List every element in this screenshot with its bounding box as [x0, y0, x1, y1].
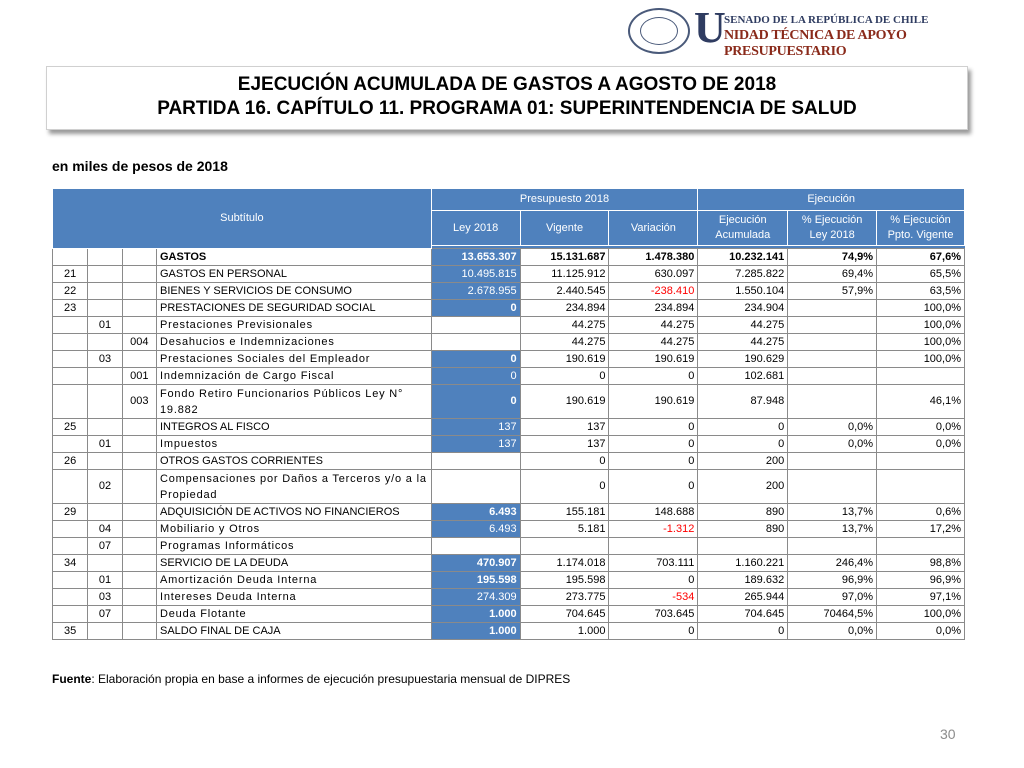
table-row	[53, 606, 965, 623]
vigente-cell: 190.619	[520, 385, 609, 419]
item-cell: 03	[88, 589, 122, 606]
name-cell: Desahucios e Indemnizaciones	[157, 334, 432, 351]
ejecucion-cell: 44.275	[698, 317, 788, 334]
asig-cell	[122, 266, 156, 283]
pct-vigente-cell: 0,0%	[877, 436, 965, 453]
ejecucion-cell: 0	[698, 623, 788, 640]
sub-cell	[53, 538, 88, 555]
variacion-cell: -238.410	[609, 283, 698, 300]
variacion-cell	[609, 538, 698, 555]
ejecucion-cell: 890	[698, 504, 788, 521]
asig-cell	[122, 555, 156, 572]
ley-cell: 1.000	[431, 623, 520, 640]
variacion-cell: 0	[609, 368, 698, 385]
sub-cell	[53, 368, 88, 385]
pct-ley-cell: 57,9%	[788, 283, 877, 300]
table-row	[53, 368, 965, 385]
item-cell	[88, 283, 122, 300]
name-cell: INTEGROS AL FISCO	[157, 419, 432, 436]
ejecucion-cell	[698, 538, 788, 555]
item-cell	[88, 266, 122, 283]
vigente-cell: 234.894	[520, 300, 609, 317]
pct-ley-cell: 96,9%	[788, 572, 877, 589]
ley-cell	[431, 317, 520, 334]
ejecucion-cell: 0	[698, 419, 788, 436]
vigente-cell: 0	[520, 453, 609, 470]
header-unit-name: NIDAD TÉCNICA DE APOYO PRESUPUESTARIO	[724, 28, 907, 59]
ley-cell	[431, 470, 520, 504]
pct-ley-cell	[788, 317, 877, 334]
sub-cell	[53, 436, 88, 453]
pct-vigente-cell: 0,0%	[877, 419, 965, 436]
vigente-cell: 0	[520, 368, 609, 385]
vigente-cell: 0	[520, 470, 609, 504]
header-logo-letter: U	[694, 3, 726, 52]
name-cell: GASTOS EN PERSONAL	[157, 266, 432, 283]
ejecucion-cell: 200	[698, 470, 788, 504]
ley-cell: 0	[431, 351, 520, 368]
ejecucion-cell: 102.681	[698, 368, 788, 385]
sub-cell: 22	[53, 283, 88, 300]
ley-cell	[431, 334, 520, 351]
item-cell	[88, 249, 122, 266]
item-cell: 04	[88, 521, 122, 538]
ejecucion-cell: 1.550.104	[698, 283, 788, 300]
pct-vigente-cell: 65,5%	[877, 266, 965, 283]
item-cell: 01	[88, 436, 122, 453]
ley-cell: 13.653.307	[431, 249, 520, 266]
pct-vigente-cell: 63,5%	[877, 283, 965, 300]
item-cell	[88, 368, 122, 385]
pct-ley-cell: 0,0%	[788, 623, 877, 640]
vigente-cell: 704.645	[520, 606, 609, 623]
pct-vigente-cell: 96,9%	[877, 572, 965, 589]
ejecucion-cell: 265.944	[698, 589, 788, 606]
name-cell: Indemnización de Cargo Fiscal	[157, 368, 432, 385]
asig-cell	[122, 300, 156, 317]
sub-cell	[53, 589, 88, 606]
variacion-cell: 44.275	[609, 317, 698, 334]
item-cell	[88, 300, 122, 317]
table-row	[53, 555, 965, 572]
asig-cell: 004	[122, 334, 156, 351]
sub-cell: 34	[53, 555, 88, 572]
ley-cell: 137	[431, 419, 520, 436]
pct-vigente-cell: 100,0%	[877, 300, 965, 317]
table-row	[53, 266, 965, 283]
pct-ley-cell: 13,7%	[788, 521, 877, 538]
ley-cell: 195.598	[431, 572, 520, 589]
asig-cell	[122, 623, 156, 640]
table-row	[53, 300, 965, 317]
asig-cell	[122, 453, 156, 470]
name-cell: ADQUISICIÓN DE ACTIVOS NO FINANCIEROS	[157, 504, 432, 521]
item-cell: 01	[88, 317, 122, 334]
variacion-cell: 1.478.380	[609, 249, 698, 266]
ley-cell: 0	[431, 368, 520, 385]
pct-ley-cell	[788, 300, 877, 317]
sub-cell: 25	[53, 419, 88, 436]
header-subtitulo: Subtítulo	[53, 189, 432, 249]
vigente-cell: 273.775	[520, 589, 609, 606]
vigente-cell: 1.000	[520, 623, 609, 640]
item-cell	[88, 334, 122, 351]
ejecucion-cell: 200	[698, 453, 788, 470]
pct-vigente-cell: 100,0%	[877, 317, 965, 334]
pct-ley-cell	[788, 470, 877, 504]
item-cell: 07	[88, 538, 122, 555]
pct-ley-cell	[788, 334, 877, 351]
pct-vigente-cell: 100,0%	[877, 351, 965, 368]
name-cell: OTROS GASTOS CORRIENTES	[157, 453, 432, 470]
variacion-cell: 0	[609, 623, 698, 640]
pct-ley-cell	[788, 368, 877, 385]
sub-cell	[53, 351, 88, 368]
asig-cell	[122, 538, 156, 555]
title-box	[46, 66, 968, 130]
name-cell: Fondo Retiro Funcionarios Públicos Ley N° 19.882	[157, 385, 432, 419]
pct-vigente-cell: 100,0%	[877, 334, 965, 351]
vigente-cell: 11.125.912	[520, 266, 609, 283]
name-cell: SALDO FINAL DE CAJA	[157, 623, 432, 640]
header-variacion: Variación	[609, 211, 698, 246]
table-row	[53, 470, 965, 504]
pct-vigente-cell: 17,2%	[877, 521, 965, 538]
variacion-cell: 44.275	[609, 334, 698, 351]
asig-cell	[122, 317, 156, 334]
pct-vigente-cell: 0,0%	[877, 623, 965, 640]
vigente-cell: 190.619	[520, 351, 609, 368]
ejecucion-cell: 87.948	[698, 385, 788, 419]
pct-ley-cell	[788, 351, 877, 368]
table-row	[53, 623, 965, 640]
ejecucion-cell: 890	[698, 521, 788, 538]
item-cell: 03	[88, 351, 122, 368]
header-ejecucion: Ejecución	[698, 189, 965, 211]
variacion-cell: 0	[609, 436, 698, 453]
asig-cell: 003	[122, 385, 156, 419]
ejecucion-cell: 704.645	[698, 606, 788, 623]
table-row	[53, 385, 965, 419]
vigente-cell: 15.131.687	[520, 249, 609, 266]
item-cell: 07	[88, 606, 122, 623]
table-row	[53, 419, 965, 436]
ejecucion-cell: 7.285.822	[698, 266, 788, 283]
asig-cell	[122, 572, 156, 589]
variacion-cell: 190.619	[609, 351, 698, 368]
pct-ley-cell	[788, 385, 877, 419]
name-cell: PRESTACIONES DE SEGURIDAD SOCIAL	[157, 300, 432, 317]
sub-cell: 23	[53, 300, 88, 317]
asig-cell	[122, 419, 156, 436]
pct-ley-cell: 70464,5%	[788, 606, 877, 623]
item-cell	[88, 555, 122, 572]
sub-cell: 26	[53, 453, 88, 470]
pct-vigente-cell: 98,8%	[877, 555, 965, 572]
name-cell: Amortización Deuda Interna	[157, 572, 432, 589]
sub-cell	[53, 606, 88, 623]
pct-vigente-cell: 97,1%	[877, 589, 965, 606]
pct-vigente-cell: 46,1%	[877, 385, 965, 419]
pct-ley-cell: 13,7%	[788, 504, 877, 521]
name-cell: Programas Informáticos	[157, 538, 432, 555]
ejecucion-cell: 234.904	[698, 300, 788, 317]
ley-cell: 274.309	[431, 589, 520, 606]
vigente-cell: 1.174.018	[520, 555, 609, 572]
header-pct-vigente: % Ejecución Ppto. Vigente	[877, 211, 965, 246]
table-row	[53, 317, 965, 334]
pct-ley-cell: 0,0%	[788, 436, 877, 453]
title-line-2: PARTIDA 16. CAPÍTULO 11. PROGRAMA 01: SUPERINTENDENCIA DE SALUD	[157, 98, 857, 119]
variacion-cell: 234.894	[609, 300, 698, 317]
header-presupuesto: Presupuesto 2018	[431, 189, 698, 211]
sub-cell: 29	[53, 504, 88, 521]
ejecucion-cell: 0	[698, 436, 788, 453]
pct-vigente-cell	[877, 538, 965, 555]
vigente-cell: 137	[520, 436, 609, 453]
asig-cell	[122, 436, 156, 453]
sub-cell	[53, 572, 88, 589]
vigente-cell	[520, 538, 609, 555]
vigente-cell: 44.275	[520, 334, 609, 351]
item-cell	[88, 504, 122, 521]
pct-ley-cell: 0,0%	[788, 419, 877, 436]
asig-cell	[122, 249, 156, 266]
sub-cell	[53, 521, 88, 538]
pct-vigente-cell	[877, 453, 965, 470]
pct-ley-cell	[788, 453, 877, 470]
variacion-cell: 0	[609, 470, 698, 504]
sub-cell	[53, 470, 88, 504]
asig-cell: 001	[122, 368, 156, 385]
table-row	[53, 521, 965, 538]
source-note: Fuente: Elaboración propia en base a informes de ejecución presupuestaria mensual de DIPRES	[52, 672, 571, 686]
ley-cell: 10.495.815	[431, 266, 520, 283]
variacion-cell: -1.312	[609, 521, 698, 538]
ley-cell: 1.000	[431, 606, 520, 623]
variacion-cell: 630.097	[609, 266, 698, 283]
header-senate-name: SENADO DE LA REPÚBLICA DE CHILE	[724, 14, 929, 26]
table-row	[53, 453, 965, 470]
asig-cell	[122, 521, 156, 538]
vigente-cell: 195.598	[520, 572, 609, 589]
pct-ley-cell	[788, 538, 877, 555]
variacion-cell: 703.645	[609, 606, 698, 623]
sub-cell	[53, 385, 88, 419]
sub-cell: 21	[53, 266, 88, 283]
units-label: en miles de pesos de 2018	[52, 158, 228, 174]
header-ley: Ley 2018	[431, 211, 520, 246]
vigente-cell: 5.181	[520, 521, 609, 538]
item-cell	[88, 419, 122, 436]
asig-cell	[122, 283, 156, 300]
ley-cell: 137	[431, 436, 520, 453]
variacion-cell: -534	[609, 589, 698, 606]
table-row	[53, 436, 965, 453]
table-row	[53, 249, 965, 266]
name-cell: BIENES Y SERVICIOS DE CONSUMO	[157, 283, 432, 300]
pct-ley-cell: 246,4%	[788, 555, 877, 572]
name-cell: Deuda Flotante	[157, 606, 432, 623]
sub-cell	[53, 334, 88, 351]
ley-cell: 470.907	[431, 555, 520, 572]
vigente-cell: 155.181	[520, 504, 609, 521]
name-cell: Impuestos	[157, 436, 432, 453]
ley-cell	[431, 453, 520, 470]
variacion-cell: 148.688	[609, 504, 698, 521]
table-row	[53, 589, 965, 606]
variacion-cell: 703.111	[609, 555, 698, 572]
vigente-cell: 44.275	[520, 317, 609, 334]
vigente-cell: 137	[520, 419, 609, 436]
ejecucion-cell: 10.232.141	[698, 249, 788, 266]
execution-table	[52, 188, 965, 640]
title-line-1: EJECUCIÓN ACUMULADA DE GASTOS A AGOSTO DE 2018	[237, 74, 777, 95]
asig-cell	[122, 606, 156, 623]
ejecucion-cell: 1.160.221	[698, 555, 788, 572]
name-cell: Prestaciones Sociales del Empleador	[157, 351, 432, 368]
sub-cell: 35	[53, 623, 88, 640]
variacion-cell: 0	[609, 572, 698, 589]
table-row	[53, 538, 965, 555]
table-row	[53, 504, 965, 521]
name-cell: SERVICIO DE LA DEUDA	[157, 555, 432, 572]
pct-vigente-cell: 0,6%	[877, 504, 965, 521]
ley-cell: 0	[431, 385, 520, 419]
pct-vigente-cell	[877, 368, 965, 385]
asig-cell	[122, 504, 156, 521]
ley-cell: 6.493	[431, 504, 520, 521]
ejecucion-cell: 189.632	[698, 572, 788, 589]
name-cell: Mobiliario y Otros	[157, 521, 432, 538]
name-cell: Compensaciones por Daños a Terceros y/o a la Propiedad	[157, 470, 432, 504]
variacion-cell: 0	[609, 419, 698, 436]
pct-vigente-cell: 100,0%	[877, 606, 965, 623]
ley-cell: 0	[431, 300, 520, 317]
variacion-cell: 190.619	[609, 385, 698, 419]
ejecucion-cell: 44.275	[698, 334, 788, 351]
name-cell: Prestaciones Previsionales	[157, 317, 432, 334]
item-cell	[88, 385, 122, 419]
header-pct-ley: % Ejecución Ley 2018	[788, 211, 877, 246]
item-cell: 02	[88, 470, 122, 504]
item-cell: 01	[88, 572, 122, 589]
table-row	[53, 283, 965, 300]
pct-ley-cell: 97,0%	[788, 589, 877, 606]
table-row	[53, 351, 965, 368]
name-cell: Intereses Deuda Interna	[157, 589, 432, 606]
asig-cell	[122, 470, 156, 504]
sub-cell	[53, 249, 88, 266]
table-row	[53, 572, 965, 589]
table-row	[53, 334, 965, 351]
pct-vigente-cell: 67,6%	[877, 249, 965, 266]
header-vigente: Vigente	[520, 211, 609, 246]
ley-cell: 6.493	[431, 521, 520, 538]
page-number: 30	[940, 726, 956, 742]
pct-vigente-cell	[877, 470, 965, 504]
ley-cell	[431, 538, 520, 555]
sub-cell	[53, 317, 88, 334]
senate-seal	[628, 8, 690, 54]
variacion-cell: 0	[609, 453, 698, 470]
vigente-cell: 2.440.545	[520, 283, 609, 300]
item-cell	[88, 623, 122, 640]
asig-cell	[122, 351, 156, 368]
pct-ley-cell: 69,4%	[788, 266, 877, 283]
asig-cell	[122, 589, 156, 606]
ley-cell: 2.678.955	[431, 283, 520, 300]
name-cell: GASTOS	[157, 249, 432, 266]
header-ejec-acumulada: Ejecución Acumulada	[698, 211, 788, 246]
ejecucion-cell: 190.629	[698, 351, 788, 368]
item-cell	[88, 453, 122, 470]
pct-ley-cell: 74,9%	[788, 249, 877, 266]
